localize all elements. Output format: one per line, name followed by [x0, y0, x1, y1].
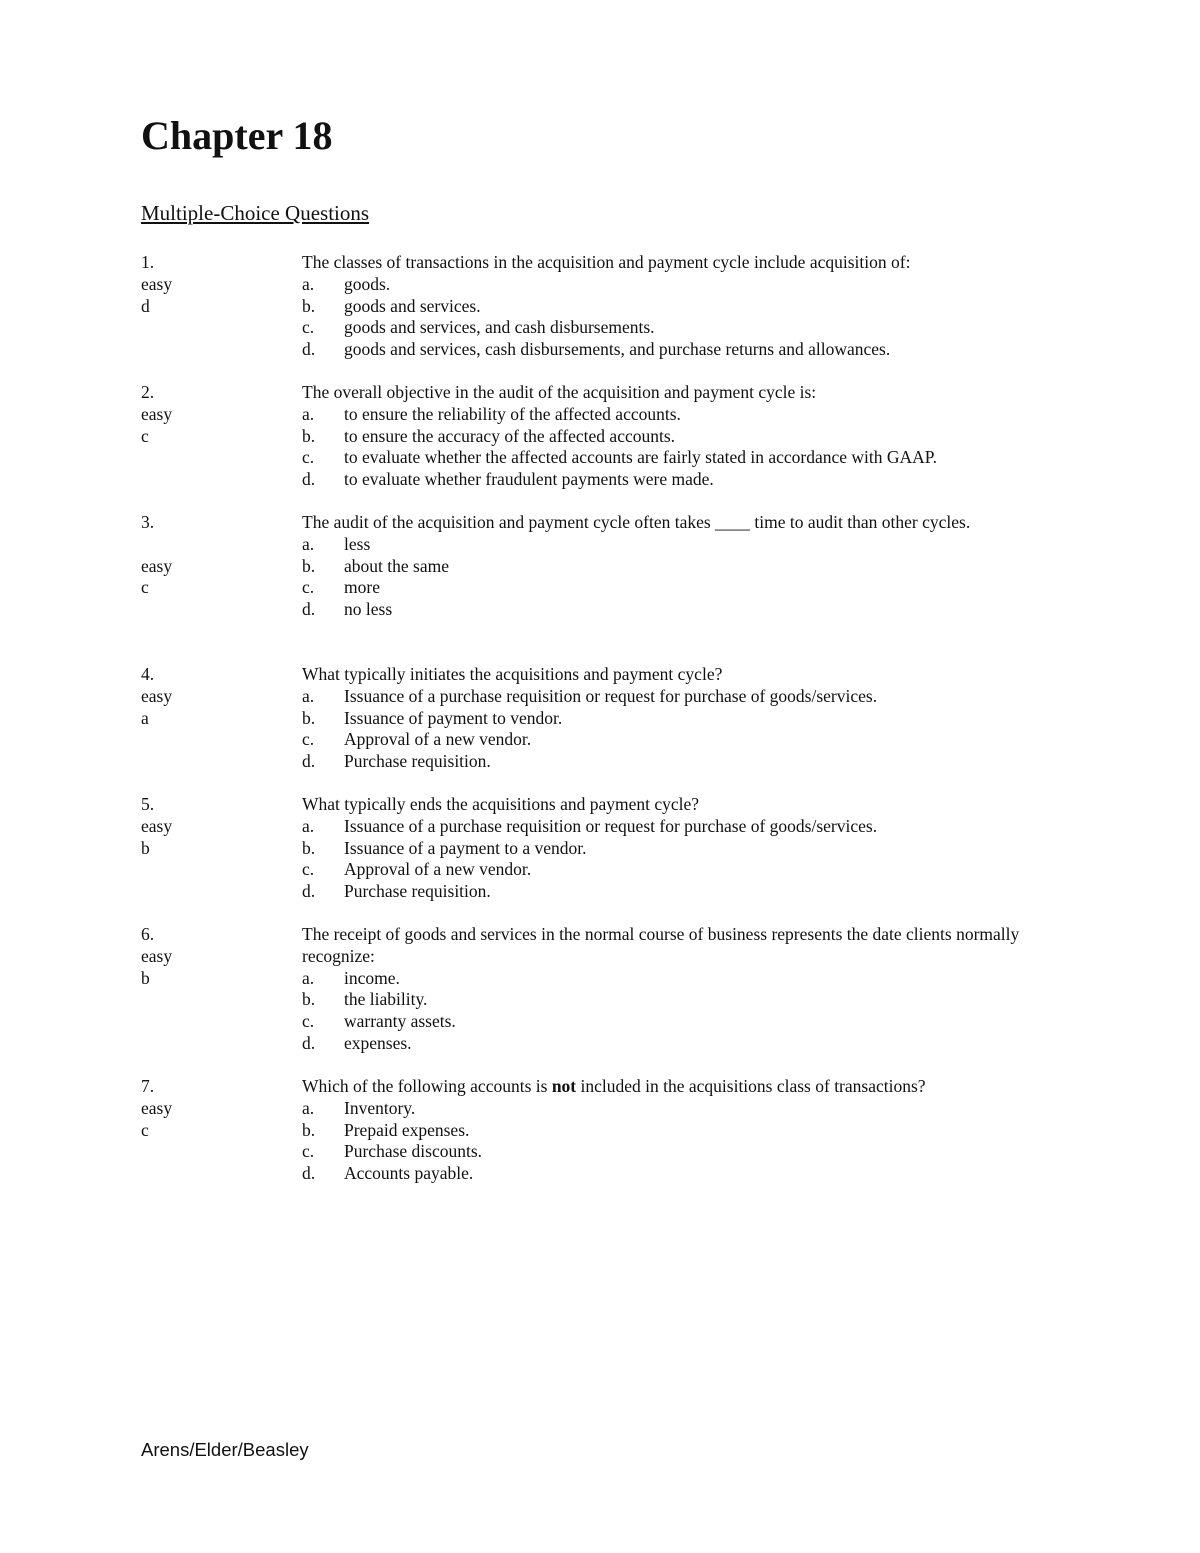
question-meta	[141, 924, 291, 989]
option-text: Issuance of a payment to a vendor.	[344, 837, 587, 858]
question-difficulty: easy	[141, 403, 173, 424]
question-stem: The overall objective in the audit of the acquisition and payment cycle is:	[302, 382, 817, 402]
section-heading: Multiple-Choice Questions	[141, 201, 370, 225]
option-letter: a.	[302, 273, 315, 294]
option-text: to evaluate whether fraudulent payments were made.	[344, 469, 714, 490]
option-letter: d.	[302, 1032, 316, 1053]
question-answer: c	[141, 425, 149, 446]
option-c	[302, 1141, 1058, 1163]
question-number: 6.	[141, 924, 155, 944]
option-b	[302, 556, 1058, 578]
option-c	[302, 577, 1058, 599]
option-text: Accounts payable.	[344, 1163, 474, 1184]
question-number: 5.	[141, 794, 155, 814]
stem-text: Which of the following accounts is	[302, 1076, 552, 1096]
option-text: Prepaid expenses.	[344, 1119, 470, 1140]
option-letter: c.	[302, 1011, 315, 1032]
option-letter: b.	[302, 837, 316, 858]
option-letter: a.	[302, 403, 315, 424]
option-text: no less	[344, 599, 393, 620]
question-body	[302, 382, 1058, 491]
option-d	[302, 339, 1058, 361]
question-answer: c	[141, 1119, 149, 1140]
option-text: to evaluate whether the affected accounts are fairly stated in accordance with GAAP.	[344, 447, 937, 468]
option-letter: d.	[302, 881, 316, 902]
option-letter: d.	[302, 339, 316, 360]
stem-emphasis: not	[551, 1076, 577, 1096]
page-footer: Arens/Elder/Beasley	[141, 1439, 309, 1460]
option-list	[302, 1098, 1058, 1185]
option-text: Purchase discounts.	[344, 1141, 483, 1162]
option-letter: b.	[302, 707, 316, 728]
question-meta	[141, 252, 291, 317]
option-letter: d.	[302, 1163, 316, 1184]
option-a	[302, 686, 1058, 708]
option-text: Purchase requisition.	[344, 881, 491, 902]
option-letter: c.	[302, 447, 315, 468]
question-difficulty: easy	[141, 1097, 173, 1118]
option-a	[302, 534, 1058, 556]
question-difficulty: easy	[141, 815, 173, 836]
option-text: Issuance of a purchase requisition or request for purchase of goods/services.	[344, 685, 878, 706]
question-difficulty: easy	[141, 945, 173, 966]
option-text: more	[344, 577, 380, 598]
option-b	[302, 296, 1058, 318]
option-text: Purchase requisition.	[344, 751, 491, 772]
option-d	[302, 881, 1058, 903]
chapter-title: Chapter 18	[141, 113, 333, 158]
question-difficulty: easy	[141, 273, 173, 294]
option-text: goods and services.	[344, 295, 481, 316]
option-c	[302, 317, 1058, 339]
option-d	[302, 469, 1058, 491]
option-c	[302, 859, 1058, 881]
question-stem: The classes of transactions in the acquisition and payment cycle include acquisition of:	[302, 252, 911, 272]
option-a	[302, 1098, 1058, 1120]
option-b	[302, 708, 1058, 730]
question-body	[302, 1076, 1058, 1185]
question-answer: a	[141, 707, 149, 728]
option-d	[302, 751, 1058, 773]
question-number: 3.	[141, 512, 155, 532]
option-text: expenses.	[344, 1032, 412, 1053]
option-text: to ensure the reliability of the affected accounts.	[344, 403, 681, 424]
option-letter: a.	[302, 967, 315, 988]
option-d	[302, 1033, 1058, 1055]
option-letter: b.	[302, 555, 316, 576]
option-letter: a.	[302, 1097, 315, 1118]
question-meta	[141, 794, 291, 859]
question-meta	[141, 382, 291, 447]
option-letter: c.	[302, 577, 315, 598]
option-letter: b.	[302, 425, 316, 446]
option-text: income.	[344, 967, 400, 988]
question-body	[302, 252, 1058, 361]
question-difficulty: easy	[141, 555, 173, 576]
question-number: 4.	[141, 664, 155, 684]
option-letter: b.	[302, 1119, 316, 1140]
option-list	[302, 534, 1058, 621]
option-c	[302, 1011, 1058, 1033]
option-list	[302, 816, 1058, 903]
option-text: Approval of a new vendor.	[344, 859, 532, 880]
option-letter: c.	[302, 729, 315, 750]
option-letter: d.	[302, 751, 316, 772]
option-text: goods and services, cash disbursements, and purchase returns and allowances.	[344, 339, 891, 360]
question-meta	[141, 512, 291, 599]
option-a	[302, 968, 1058, 990]
option-list	[302, 968, 1058, 1055]
option-letter: d.	[302, 469, 316, 490]
option-c	[302, 729, 1058, 751]
question-number: 2.	[141, 382, 155, 402]
option-text: the liability.	[344, 989, 428, 1010]
question-stem: What typically ends the acquisitions and payment cycle?	[302, 794, 700, 814]
option-text: Issuance of payment to vendor.	[344, 707, 563, 728]
question-body	[302, 794, 1058, 903]
option-text: Approval of a new vendor.	[344, 729, 532, 750]
option-text: about the same	[344, 555, 449, 576]
option-a	[302, 404, 1058, 426]
option-b	[302, 426, 1058, 448]
option-b	[302, 838, 1058, 860]
question-answer: d	[141, 295, 150, 316]
option-letter: d.	[302, 599, 316, 620]
option-b	[302, 1120, 1058, 1142]
option-d	[302, 1163, 1058, 1185]
question-number: 7.	[141, 1076, 155, 1096]
option-c	[302, 447, 1058, 469]
question-meta	[141, 1076, 291, 1141]
option-letter: c.	[302, 1141, 315, 1162]
option-letter: b.	[302, 295, 316, 316]
option-text: less	[344, 533, 371, 554]
option-list	[302, 404, 1058, 491]
option-letter: a.	[302, 533, 315, 554]
option-text: Inventory.	[344, 1097, 416, 1118]
question-number: 1.	[141, 252, 155, 272]
option-text: warranty assets.	[344, 1011, 456, 1032]
question-stem: What typically initiates the acquisitions and payment cycle?	[302, 664, 723, 684]
question-difficulty: easy	[141, 685, 173, 706]
option-a	[302, 274, 1058, 296]
question-answer: c	[141, 577, 149, 598]
option-letter: c.	[302, 859, 315, 880]
option-a	[302, 816, 1058, 838]
question-body	[302, 512, 1058, 621]
option-text: to ensure the accuracy of the affected accounts.	[344, 425, 676, 446]
stem-text: included in the acquisitions class of transactions?	[576, 1076, 926, 1096]
question-body	[302, 924, 1058, 1055]
option-d	[302, 599, 1058, 621]
question-stem: The receipt of goods and services in the normal course of business represents the date clients normally recognize:	[302, 924, 1020, 966]
question-answer: b	[141, 837, 150, 858]
question-meta	[141, 664, 291, 729]
option-letter: a.	[302, 815, 315, 836]
question-stem	[302, 1076, 1058, 1098]
option-list	[302, 274, 1058, 361]
option-text: Issuance of a purchase requisition or request for purchase of goods/services.	[344, 815, 878, 836]
option-letter: a.	[302, 685, 315, 706]
option-list	[302, 686, 1058, 773]
question-stem: The audit of the acquisition and payment cycle often takes ____ time to audit than other cycles.	[302, 512, 971, 532]
option-text: goods and services, and cash disbursements.	[344, 317, 655, 338]
question-answer: b	[141, 967, 150, 988]
question-body	[302, 664, 1058, 773]
option-letter: b.	[302, 989, 316, 1010]
option-b	[302, 989, 1058, 1011]
option-letter: c.	[302, 317, 315, 338]
option-text: goods.	[344, 273, 391, 294]
